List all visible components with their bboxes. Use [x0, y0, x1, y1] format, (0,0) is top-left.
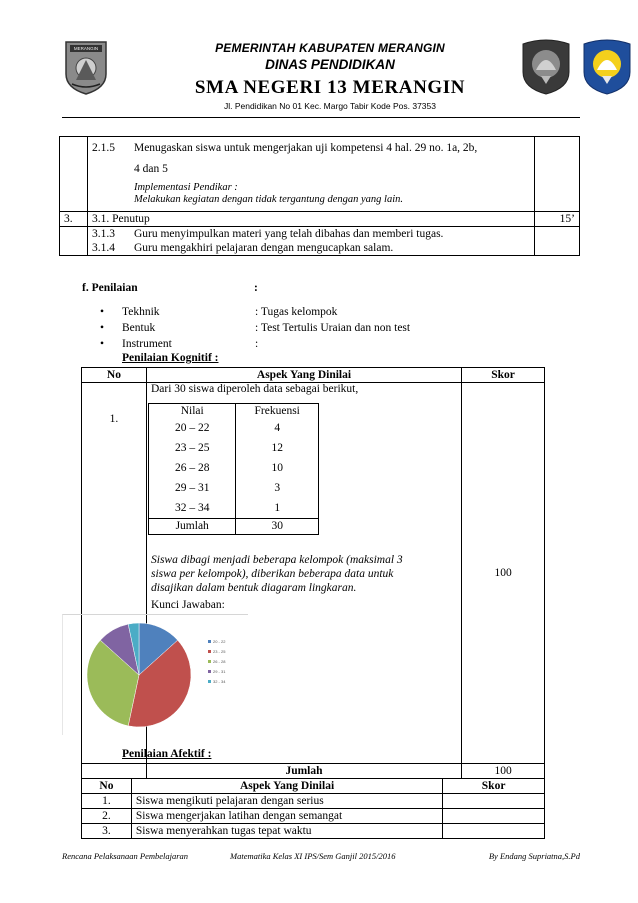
activity-code: 2.1.5: [91, 142, 115, 154]
table-row: [149, 418, 319, 438]
afektif-table: [81, 778, 545, 839]
activity-code: 3.1.3: [91, 228, 115, 240]
pendikar-note-text: Melakukan kegiatan dengan tidak tergantung dengan yang lain.: [133, 194, 404, 205]
footer-middle: Matematika Kelas XI IPS/Sem Ganjil 2015/2016: [230, 851, 396, 861]
legend-item: [208, 639, 225, 644]
penilaian-value: : Tugas kelompok: [255, 306, 338, 318]
penilaian-list: [100, 304, 480, 352]
penilaian-value: : Test Tertulis Uraian dan non test: [255, 322, 411, 334]
table-row: [82, 794, 545, 809]
table-row: [82, 809, 545, 824]
table-row: [60, 137, 580, 212]
col-header-no: No: [82, 779, 132, 794]
legend-swatch: [208, 660, 211, 663]
task-line: Siswa dibagi menjadi beberapa kelompok (maksimal 3: [151, 554, 403, 566]
row-number: 1.: [82, 383, 147, 764]
freq-frek: 10: [271, 462, 283, 474]
total-label: Jumlah: [146, 764, 461, 779]
task-line: disajikan dalam bentuk diagaram lingkaran.: [151, 582, 357, 594]
header-address: Jl. Pendidikan No 01 Kec. Margo Tabir Kode Pos. 37353: [223, 101, 436, 111]
frequency-table: [148, 403, 319, 535]
header-line-dinas: DINAS PENDIDIKAN: [265, 57, 395, 72]
kognitif-intro: Dari 30 siswa diperoleh data sebagai berikut,: [151, 383, 359, 395]
table-row: [149, 458, 319, 478]
pendikar-note-title: Implementasi Pendikar :: [133, 182, 238, 193]
row-aspek: Siswa mengikuti pelajaran dengan serius: [131, 794, 442, 809]
col-header-aspek: Aspek Yang Dinilai: [131, 779, 442, 794]
table-row: [149, 478, 319, 498]
legend-swatch: [208, 650, 211, 653]
penilaian-label: Instrument: [122, 338, 172, 350]
freq-header-frek: Frekuensi: [254, 405, 300, 417]
legend-item: [208, 679, 225, 684]
activity-text-cont: 4 dan 5: [133, 163, 168, 175]
row-score: 100: [462, 383, 545, 764]
logo-merangin: [62, 38, 110, 96]
footer-right: By Endang Supriatna,S.Pd: [488, 851, 580, 861]
freq-nilai: 32 – 34: [149, 498, 236, 519]
pie-chart: [63, 615, 248, 735]
freq-frek: 4: [274, 422, 281, 434]
bullet-icon: •: [100, 338, 105, 350]
legend-label: 32 - 34: [213, 679, 226, 684]
penilaian-label: Tekhnik: [122, 306, 160, 318]
legend-label: 26 - 28: [213, 659, 226, 664]
penilaian-value: :: [255, 338, 259, 350]
freq-header-nilai: Nilai: [149, 404, 236, 419]
activity-text: Menugaskan siswa untuk mengerjakan uji kompetensi 4 hal. 29 no. 1a, 2b,: [133, 142, 478, 154]
section-title: 3.1. Penutup: [87, 212, 534, 227]
list-item: [100, 320, 480, 336]
row-aspek: Siswa menyerahkan tugas tepat waktu: [131, 824, 442, 839]
afektif-title: Penilaian Afektif :: [122, 748, 212, 760]
footer-left: Rencana Pelaksanaan Pembelajaran: [62, 851, 189, 861]
legend-label: 20 - 22: [213, 639, 226, 644]
section-time: 15’: [535, 212, 580, 227]
freq-nilai: 29 – 31: [149, 478, 236, 498]
header-line-pemerintah: PEMERINTAH KABUPATEN MERANGIN: [215, 41, 445, 55]
legend-item: [208, 669, 225, 674]
row-number: 1.: [82, 794, 132, 809]
freq-nilai: 23 – 25: [149, 438, 236, 458]
legend-item: [208, 659, 225, 664]
freq-frek: 12: [271, 442, 283, 454]
penilaian-heading: f. Penilaian: [82, 282, 138, 294]
list-item: [100, 336, 480, 352]
row-number: 3.: [60, 212, 88, 227]
total-score: 100: [462, 764, 545, 779]
legend-swatch: [208, 670, 211, 673]
header-line-school: SMA NEGERI 13 MERANGIN: [194, 77, 466, 98]
freq-total-label: Jumlah: [149, 519, 236, 535]
penilaian-label: Bentuk: [122, 322, 156, 334]
activity-code: 3.1.4: [91, 242, 115, 254]
freq-frek: 1: [274, 502, 281, 514]
logo-tut-wuri-blue: [580, 36, 634, 96]
task-line: siswa per kelompok), diberikan beberapa data untuk: [151, 568, 394, 580]
freq-nilai: 26 – 28: [149, 458, 236, 478]
legend-label: 29 - 31: [213, 669, 226, 674]
row-number: 2.: [82, 809, 132, 824]
legend-item: [208, 649, 225, 654]
table-row: [149, 498, 319, 519]
table-header-row: [82, 368, 545, 383]
col-header-skor: Skor: [443, 779, 545, 794]
table-header-row: [149, 404, 319, 419]
penilaian-colon: :: [254, 282, 258, 294]
row-number: 3.: [82, 824, 132, 839]
freq-total: 30: [236, 519, 319, 535]
legend-swatch: [208, 640, 211, 643]
table-row: [60, 212, 580, 227]
bullet-icon: •: [100, 306, 105, 318]
legend-swatch: [208, 680, 211, 683]
activity-table: [59, 136, 580, 256]
header-divider: [62, 117, 580, 118]
activity-text: Guru mengakhiri pelajaran dengan mengucapkan salam.: [133, 242, 394, 254]
col-header-no: No: [82, 368, 147, 383]
freq-frek: 3: [274, 482, 281, 494]
legend-label: 23 - 25: [213, 649, 226, 654]
table-row: [82, 764, 545, 779]
table-row: [149, 519, 319, 535]
bullet-icon: •: [100, 322, 105, 334]
row-aspek: Siswa mengerjakan latihan dengan semangat: [131, 809, 442, 824]
table-row: [149, 438, 319, 458]
col-header-skor: Skor: [462, 368, 545, 383]
logo-merangin-label: MERANGIN: [73, 46, 99, 51]
table-row: [82, 824, 545, 839]
logo-tut-wuri-gray: [519, 36, 573, 96]
table-row: [60, 227, 580, 256]
kunci-jawaban: Kunci Jawaban:: [151, 599, 225, 611]
activity-text: Guru menyimpulkan materi yang telah dibahas dan memberi tugas.: [133, 228, 444, 240]
pie-chart-frame: [62, 614, 248, 735]
task-description: [151, 553, 456, 595]
freq-nilai: 20 – 22: [149, 418, 236, 438]
list-item: [100, 304, 480, 320]
col-header-aspek: Aspek Yang Dinilai: [146, 368, 461, 383]
kognitif-title: Penilaian Kognitif :: [122, 352, 219, 364]
table-header-row: [82, 779, 545, 794]
